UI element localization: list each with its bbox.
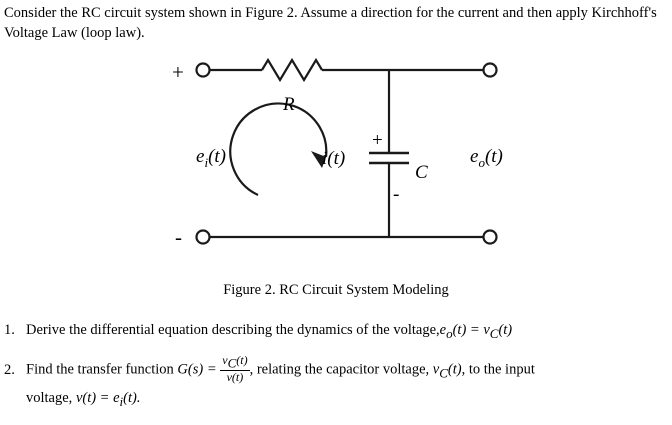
question-2-line2 <box>26 390 140 410</box>
question-1-number: 1. <box>4 322 15 338</box>
output-voltage-argument: (t) <box>484 146 503 167</box>
capacitor-label: C <box>415 162 428 183</box>
capacitor-minus-label: - <box>393 184 400 205</box>
terminal-plus-label: + <box>172 60 184 84</box>
question-2-g-argument: (s) = <box>187 361 221 378</box>
question-2-text: Find the transfer function <box>26 361 178 378</box>
question-1-eo-symbol: e <box>439 322 447 338</box>
current-label <box>322 148 345 170</box>
input-voltage-label <box>196 146 226 171</box>
circuit-figure <box>0 52 672 262</box>
terminal-minus-label: - <box>175 225 182 249</box>
question-2-number: 2. <box>4 361 15 378</box>
input-voltage-symbol: e <box>196 146 205 167</box>
current-argument: (t) <box>327 148 346 169</box>
question-1-vc-subscript: C <box>489 325 499 341</box>
question-2-g-symbol: G <box>177 361 188 378</box>
fraction-numerator-subscript: C <box>227 355 237 371</box>
current-symbol: i <box>322 148 328 169</box>
input-voltage-argument: (t) <box>208 146 226 167</box>
output-voltage-subscript: o <box>478 154 485 170</box>
question-1-vc-argument: (t) <box>498 322 513 338</box>
question-1-text: Derive the differential equation describing the dynamics of the voltage, <box>26 322 440 338</box>
input-voltage-subscript: i <box>204 154 209 170</box>
question-2-ei-symbol: e <box>113 390 120 406</box>
question-2-ei-argument: (t). <box>123 390 141 406</box>
question-2-vc-subscript: C <box>439 365 448 381</box>
question-1-eq: (t) = <box>452 322 484 338</box>
output-voltage-label <box>470 146 503 171</box>
fraction-denominator <box>220 371 249 384</box>
capacitor-plus-label: + <box>372 130 383 151</box>
transfer-function-fraction <box>220 354 249 384</box>
question-2-ei-subscript: i <box>119 393 124 409</box>
intro-paragraph: Consider the RC circuit system shown in Figure 2. Assume a direction for the current and then apply Kirchhoff's Voltage Law (loop law). <box>4 5 657 41</box>
question-2-v-argument: (t) = <box>82 390 114 406</box>
question-1-eo-subscript: o <box>446 325 453 341</box>
question-2 <box>4 355 668 385</box>
question-1 <box>4 320 668 344</box>
question-2-text-after: , to the input <box>461 361 535 378</box>
fraction-denominator-symbol: v <box>226 370 232 385</box>
resistor-label: R <box>283 94 295 115</box>
fraction-numerator <box>220 354 249 371</box>
output-voltage-symbol: e <box>470 146 479 167</box>
question-2-line2-text: voltage, <box>26 390 76 406</box>
question-2-vc-argument: (t) <box>447 361 462 378</box>
fraction-numerator-argument: (t) <box>236 353 248 367</box>
fraction-numerator-symbol: v <box>222 353 228 367</box>
question-2-v-symbol: v <box>75 390 83 406</box>
fraction-denominator-argument: (t) <box>231 370 244 385</box>
question-2-text-mid: , relating the capacitor voltage, <box>249 361 433 378</box>
question-2-vc-symbol: v <box>432 361 440 378</box>
figure-caption: Figure 2. RC Circuit System Modeling <box>223 282 449 298</box>
question-1-vc-symbol: v <box>483 322 490 338</box>
